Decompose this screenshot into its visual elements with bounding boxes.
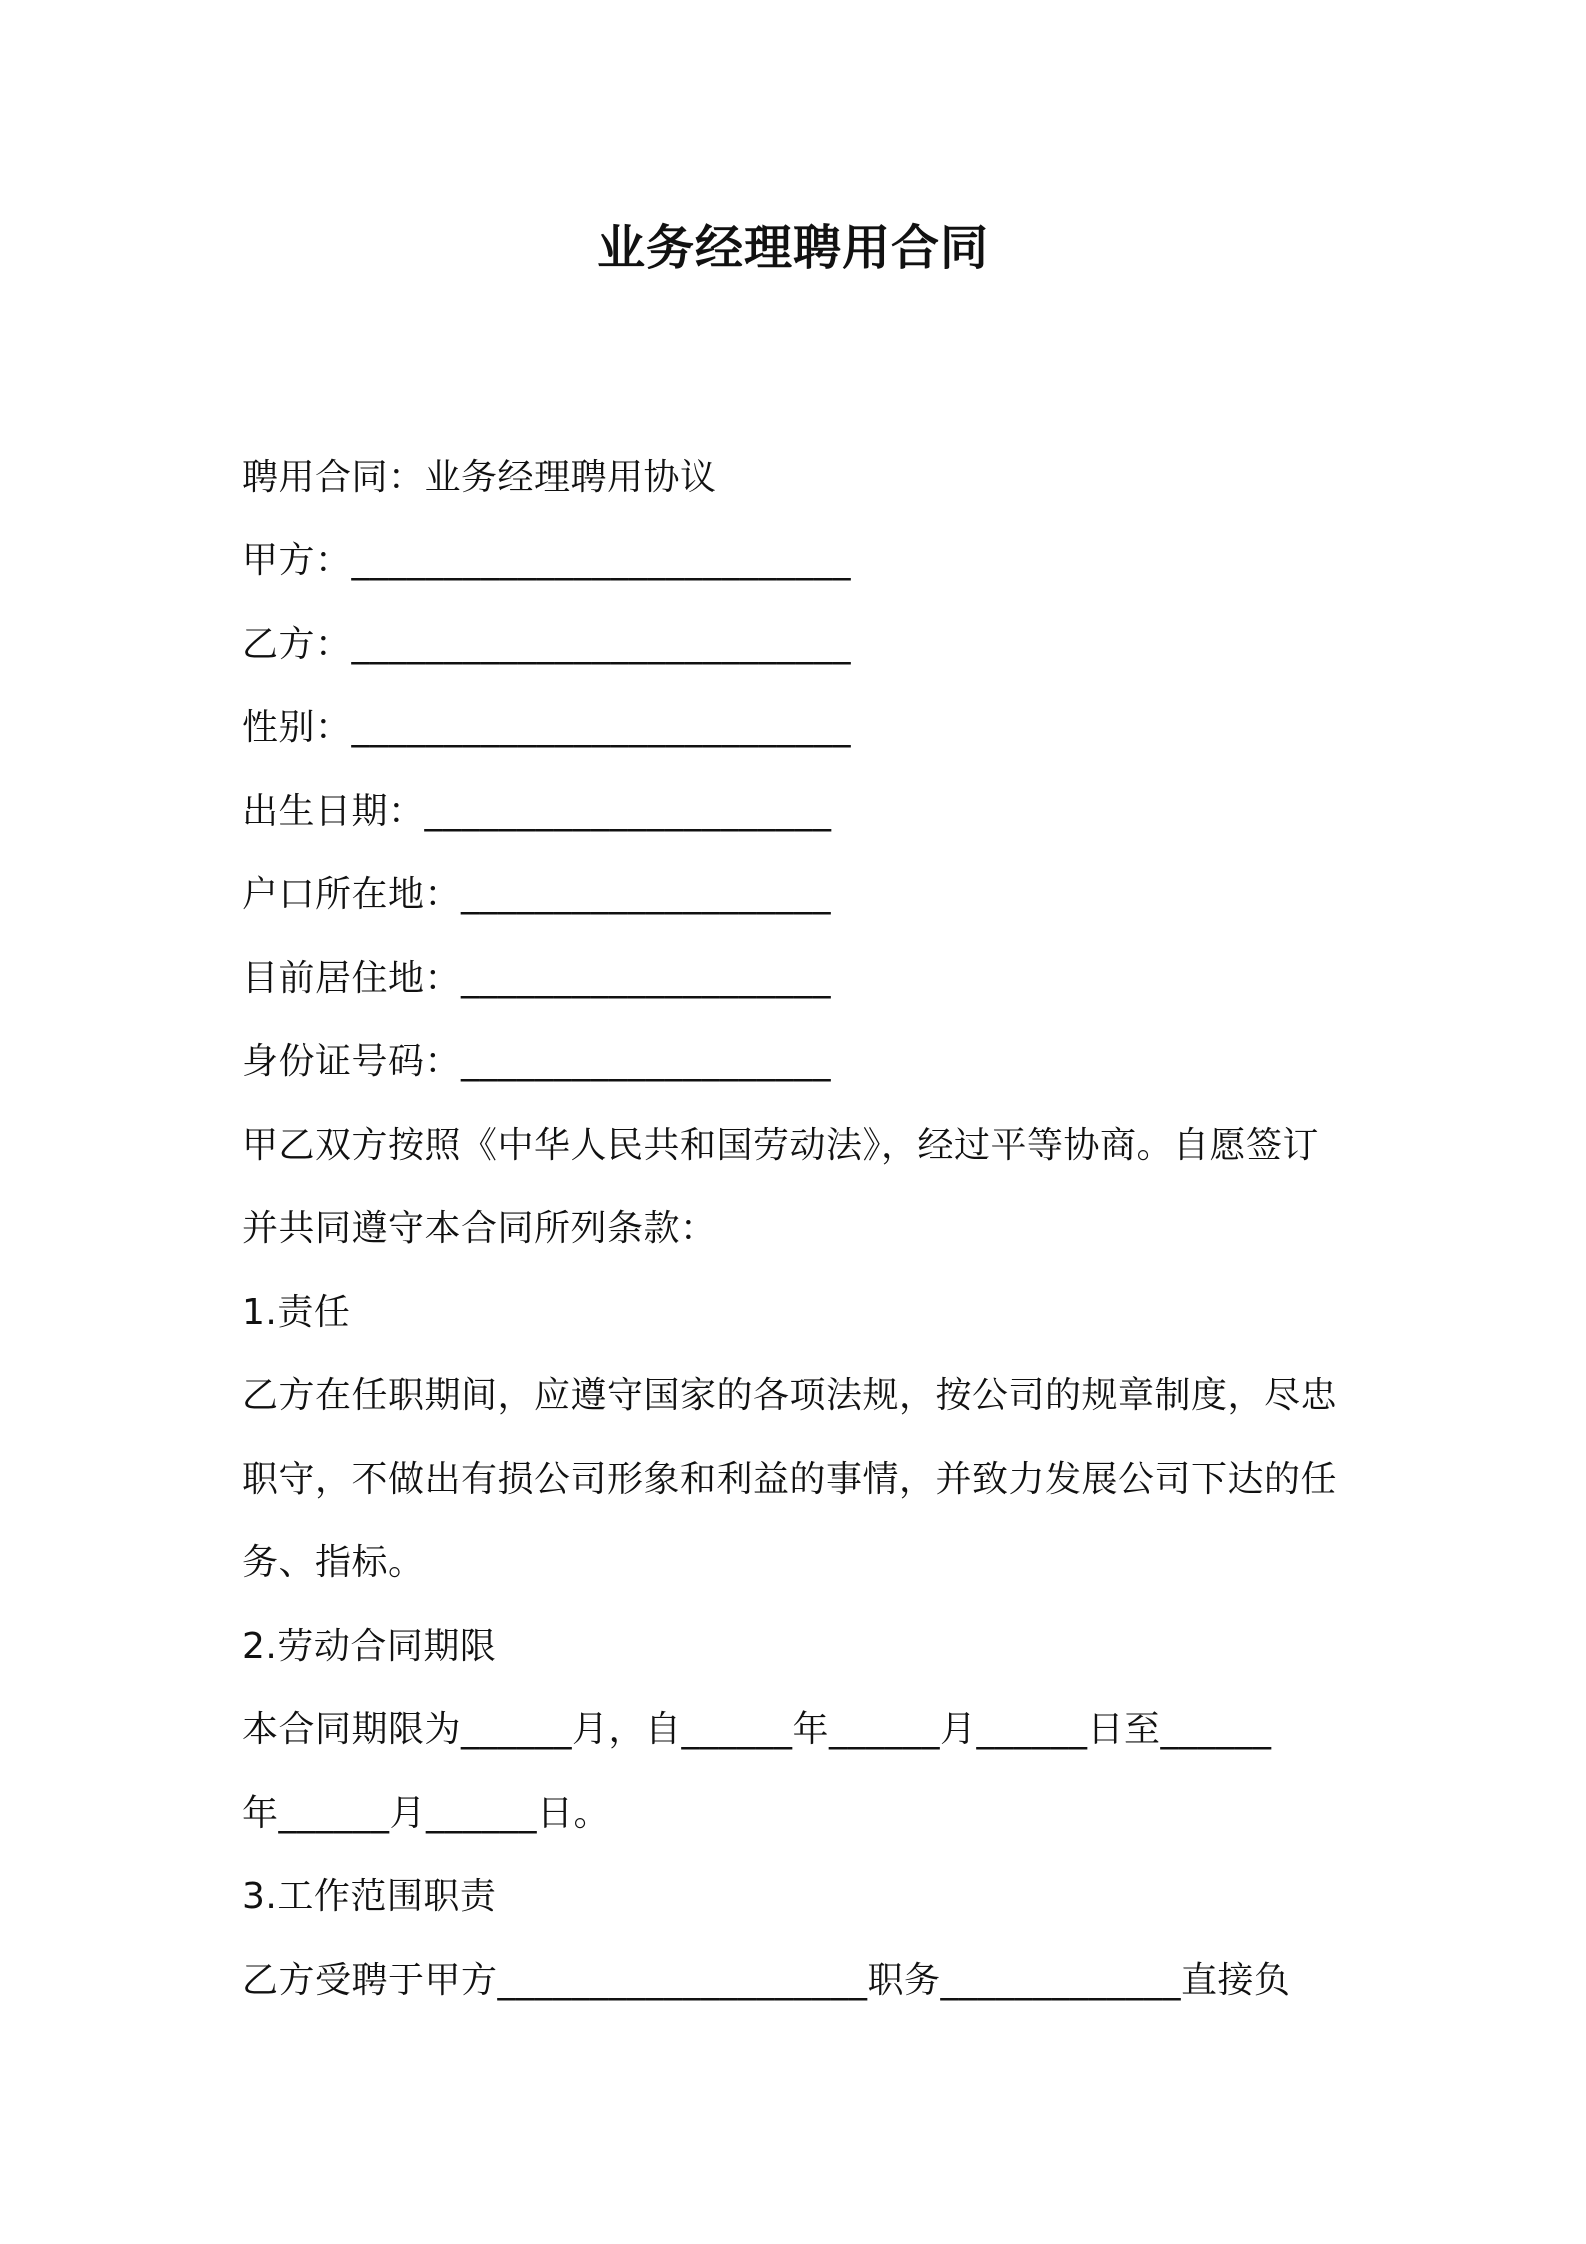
preamble-line-2: 并共同遵守本合同所列条款：	[242, 1208, 717, 1249]
preamble-line-1: 甲乙双方按照《中华人民共和国劳动法》，经过平等协商。自愿签订	[242, 1125, 1320, 1166]
section-heading-contract-term: 2.劳动合同期限	[242, 1626, 497, 1667]
section-heading-scope: 3.工作范围职责	[242, 1876, 497, 1917]
contract-subtitle: 聘用合同：业务经理聘用协议	[242, 457, 717, 498]
responsibility-line-1: 乙方在任职期间，应遵守国家的各项法规，按公司的规章制度，尽忠	[242, 1375, 1338, 1416]
party-b-field: 乙方：___________________________	[242, 624, 852, 665]
contract-term-line-1: 本合同期限为______月，自______年______月______日至______	[242, 1709, 1272, 1750]
household-registration-field: 户口所在地：____________________	[242, 874, 832, 915]
responsibility-line-2: 职守，不做出有损公司形象和利益的事情，并致力发展公司下达的任	[242, 1459, 1338, 1500]
document-title: 业务经理聘用合同	[596, 220, 989, 276]
gender-field: 性别：___________________________	[242, 707, 852, 748]
contract-term-line-2: 年______月______日。	[242, 1793, 611, 1834]
current-residence-field: 目前居住地：____________________	[242, 958, 832, 999]
responsibility-line-3: 务、指标。	[242, 1542, 425, 1583]
id-number-field: 身份证号码：____________________	[242, 1041, 832, 1082]
section-heading-responsibility: 1.责任	[242, 1292, 351, 1333]
birth-date-field: 出生日期：______________________	[242, 791, 832, 832]
party-a-field: 甲方：___________________________	[242, 540, 852, 581]
scope-line-1: 乙方受聘于甲方____________________职务_____________直接负	[242, 1960, 1291, 2001]
